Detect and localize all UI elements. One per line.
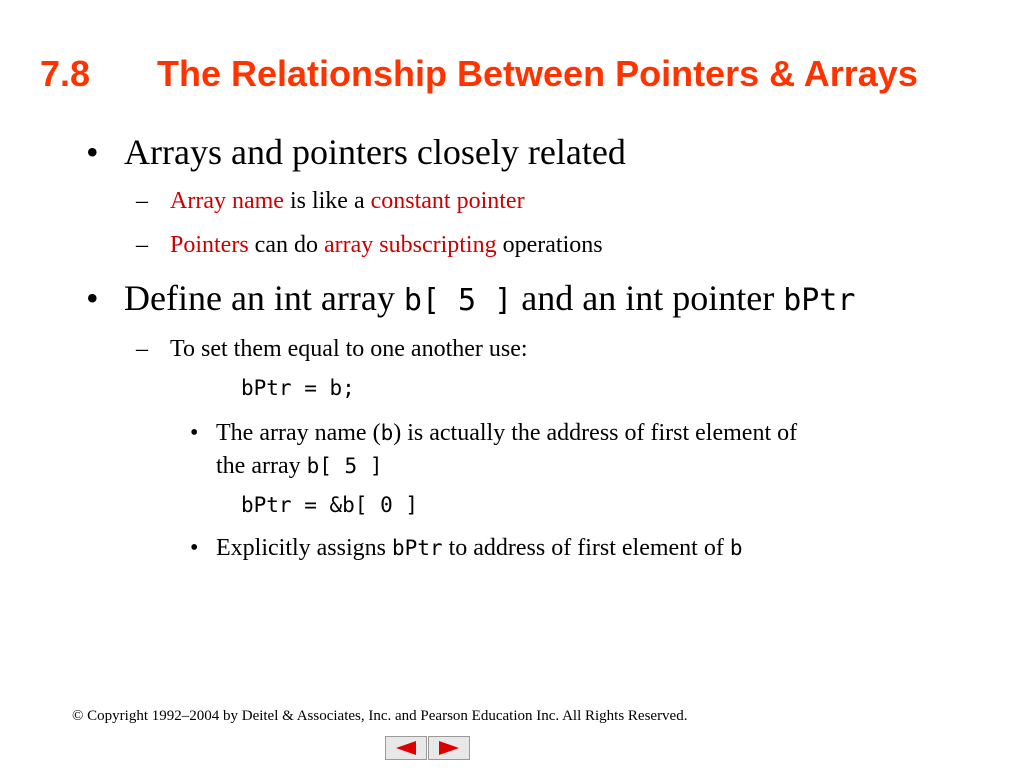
subbullet-array-name (136, 186, 525, 216)
point-text-2: ) is actually the address of first element of (393, 420, 798, 446)
subbullet-pointers (136, 230, 603, 260)
dash-glyph: – (136, 232, 148, 258)
code-array-decl-2: b[ 5 ] (306, 454, 383, 478)
left-arrow-icon (394, 740, 418, 756)
point-array-name-address (190, 418, 797, 448)
point-text: The array name ( (216, 420, 381, 446)
code-array-decl: b[ 5 ] (403, 283, 513, 318)
code-line-address-assign: bPtr = &b[ 0 ] (241, 493, 419, 517)
term-array-name: Array name (170, 188, 284, 214)
bullet-arrays-pointers (86, 130, 626, 174)
subbullet-text: is like a (283, 188, 371, 214)
term-constant-pointer: constant pointer (370, 188, 525, 214)
term-array-subscripting: array subscripting (323, 232, 497, 258)
point-array-name-address-cont (216, 451, 382, 481)
previous-slide-button[interactable] (385, 736, 427, 760)
subbullet-set-equal (136, 334, 528, 364)
bullet-glyph: • (86, 132, 99, 172)
point-text-2: to address of first element of (442, 535, 730, 561)
dash-glyph: – (136, 188, 148, 214)
term-pointers: Pointers (170, 232, 249, 258)
bullet-text: Arrays and pointers closely related (124, 132, 626, 172)
slide-title-text: The Relationship Between Pointers & Arrays (157, 53, 918, 94)
bullet-define-array (86, 276, 855, 323)
slide-title-number: 7.8 (40, 53, 91, 94)
point-explicitly-assigns (190, 533, 742, 563)
bullet-glyph: • (190, 535, 199, 561)
right-arrow-icon (437, 740, 461, 756)
code-line-assign: bPtr = b; (241, 376, 355, 400)
bullet-glyph: • (86, 278, 99, 318)
bullet-glyph: • (190, 420, 199, 446)
subbullet-text: can do (248, 232, 324, 258)
bullet-text: Define an int array (124, 278, 404, 318)
subbullet-text: To set them equal to one another use: (170, 336, 528, 362)
code-bptr: bPtr (392, 536, 443, 560)
bullet-text-2: and an int pointer (512, 278, 784, 318)
code-pointer-name: bPtr (783, 283, 856, 318)
point-text: Explicitly assigns (216, 535, 392, 561)
slide-title (40, 52, 918, 96)
dash-glyph: – (136, 336, 148, 362)
point-text-3: the array (216, 453, 307, 479)
copyright-footer: © Copyright 1992–2004 by Deitel & Associates, Inc. and Pearson Education Inc. All Rights Reserved. (72, 708, 688, 724)
next-slide-button[interactable] (428, 736, 470, 760)
code-b: b (380, 421, 394, 445)
code-b-2: b (729, 536, 743, 560)
subbullet-text-tail: operations (496, 232, 603, 258)
